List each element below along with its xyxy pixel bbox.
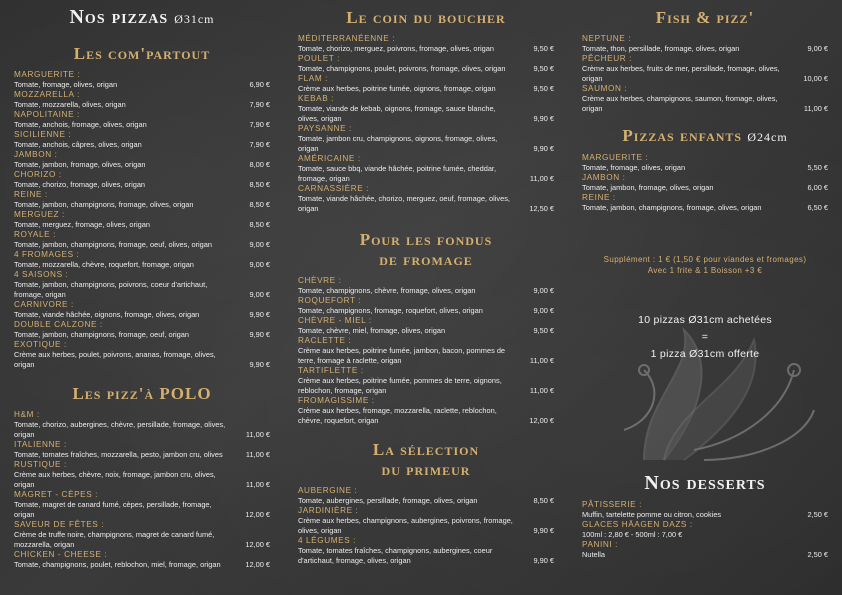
menu-item — [582, 173, 828, 193]
menu-item — [582, 540, 828, 560]
menu-item — [298, 74, 554, 94]
menu-item — [14, 250, 270, 270]
item-name: AMÉRICAINE : — [298, 154, 361, 163]
menu-item — [14, 460, 270, 490]
item-name: ROQUEFORT : — [298, 296, 362, 305]
item-name: GLACES HÄAGEN DAZS : — [582, 520, 693, 529]
menu-item — [582, 54, 828, 84]
desserts-title: Nos desserts — [644, 472, 766, 494]
item-price: 9,50 € — [533, 326, 554, 335]
menu-list-pizz-polo — [14, 410, 270, 570]
item-description: Tomate, viande de kebab, oignons, fromage, sauce blanche, olives, origan — [298, 104, 496, 123]
menu-item — [14, 130, 270, 150]
item-price: 12,00 € — [245, 540, 270, 549]
item-price: 12,00 € — [245, 560, 270, 569]
item-row — [582, 203, 828, 213]
item-row — [14, 470, 270, 490]
item-price: 9,90 € — [249, 360, 270, 369]
item-price: 6,00 € — [807, 183, 828, 192]
section-title-primeur-2: du primeur — [381, 460, 471, 479]
item-price: 7,90 € — [249, 100, 270, 109]
item-name: REINE : — [582, 193, 616, 202]
item-price: 9,00 € — [807, 44, 828, 53]
item-description: Tomate, jambon, champignons, fromage, olives, origan — [582, 203, 762, 212]
promo-block — [582, 312, 828, 363]
menu-item — [298, 336, 554, 366]
item-description: Tomate, champignons, poulet, reblochon, miel, fromage, origan — [14, 560, 221, 569]
section-title-boucher: Le coin du boucher — [346, 8, 506, 27]
item-price: 6,50 € — [807, 203, 828, 212]
supplement-line-2: Avec 1 frite & 1 Boisson +3 € — [647, 265, 763, 275]
pizzas-title-text: Nos pizzas — [69, 6, 169, 28]
item-name: REINE : — [14, 190, 48, 199]
item-name: NAPOLITAINE : — [14, 110, 80, 119]
item-description: Tomate, champignons, fromage, roquefort, olives, origan — [298, 306, 483, 315]
menu-list-boucher — [298, 34, 554, 214]
item-row — [14, 420, 270, 440]
menu-item — [582, 193, 828, 213]
item-row — [14, 530, 270, 550]
item-name: DOUBLE CALZONE : — [14, 320, 103, 329]
supplement-line-1: Supplément : 1 € (1,50 € pour viandes et fromages) — [603, 255, 807, 264]
menu-item — [298, 276, 554, 296]
item-name: MERGUEZ : — [14, 210, 65, 219]
item-description: Crème aux herbes, chèvre, noix, fromage, jambon cru, olives, origan — [14, 470, 216, 489]
item-price: 9,00 € — [249, 260, 270, 269]
item-row — [582, 183, 828, 193]
item-row — [14, 100, 270, 110]
item-description: Muffin, tartelette pomme ou citron, cookies — [582, 510, 722, 519]
item-name: PÂTISSERIE : — [582, 500, 642, 509]
item-row — [298, 326, 554, 336]
item-price: 2,50 € — [807, 550, 828, 559]
item-name: SAUMON : — [582, 84, 628, 93]
item-row — [298, 516, 554, 536]
item-price: 12,00 € — [529, 416, 554, 425]
menu-item — [298, 506, 554, 536]
section-title-enfants — [582, 126, 828, 147]
item-price: 9,00 € — [533, 306, 554, 315]
item-row — [14, 240, 270, 250]
item-row — [14, 280, 270, 300]
menu-item — [298, 94, 554, 124]
item-price: 7,90 € — [249, 120, 270, 129]
enfants-diameter: Ø24cm — [747, 130, 788, 144]
item-name: CHÈVRE - MIEL : — [298, 316, 372, 325]
item-name: 4 SAISONS : — [14, 270, 69, 279]
item-name: RACLETTE : — [298, 336, 352, 345]
item-description: Tomate, tomates fraîches, champignons, aubergines, coeur d'artichaut, fromage, olives, origan — [298, 546, 493, 565]
item-description: Tomate, champignons, chèvre, fromage, olives, origan — [298, 286, 476, 295]
item-description: Tomate, anchois, câpres, olives, origan — [14, 140, 142, 149]
menu-item — [14, 520, 270, 550]
item-name: RUSTIQUE : — [14, 460, 67, 469]
item-row — [14, 80, 270, 90]
menu-item — [582, 84, 828, 114]
item-row — [298, 286, 554, 296]
menu-item — [14, 110, 270, 130]
item-price: 8,50 € — [249, 200, 270, 209]
item-price: 9,90 € — [533, 526, 554, 535]
item-row — [298, 194, 554, 214]
item-row — [14, 310, 270, 320]
menu-item — [298, 396, 554, 426]
menu-list-primeur — [298, 486, 554, 566]
item-row — [14, 450, 270, 460]
item-row — [298, 346, 554, 366]
item-name: 4 LÉGUMES : — [298, 536, 357, 545]
item-price: 11,00 € — [803, 104, 828, 113]
menu-item — [14, 340, 270, 370]
item-name: CARNIVORE : — [14, 300, 74, 309]
item-row — [298, 406, 554, 426]
menu-item — [582, 500, 828, 520]
item-row — [582, 64, 828, 84]
menu-item — [298, 184, 554, 214]
item-price: 11,00 € — [245, 480, 270, 489]
item-description: Tomate, sauce bbq, viande hâchée, poitrine fumée, cheddar, fromage, origan — [298, 164, 497, 183]
promo-line-2: = — [701, 331, 709, 343]
menu-item — [14, 550, 270, 570]
section-title-fondus-1: Pour les fondus — [359, 230, 493, 249]
item-name: H&M : — [14, 410, 40, 419]
promo-line-3: 1 pizza Ø31cm offerte — [650, 348, 760, 360]
item-price: 11,00 € — [245, 430, 270, 439]
item-row — [14, 160, 270, 170]
item-description: Tomate, jambon, champignons, fromage, olives, origan — [14, 200, 194, 209]
item-name: SAVEUR DE FÊTES : — [14, 520, 105, 529]
section-title-fish: Fish & pizz' — [655, 8, 755, 27]
item-name: PANINI : — [582, 540, 619, 549]
item-name: MOZZARELLA : — [14, 90, 80, 99]
item-description: Crème aux herbes, poitrine fumée, jambon, bacon, pommes de terre, fromage à raclette, origan — [298, 346, 506, 365]
item-row — [14, 500, 270, 520]
section-title-primeur-1: La sélection — [372, 440, 480, 459]
item-price: 9,90 € — [533, 144, 554, 153]
menu-item — [14, 190, 270, 210]
item-description: Tomate, mozzarella, chèvre, roquefort, fromage, origan — [14, 260, 194, 269]
item-description: Tomate, jambon cru, champignons, oignons, fromage, olives, origan — [298, 134, 498, 153]
item-description: Tomate, anchois, fromage, olives, origan — [14, 120, 147, 129]
section-title-fondus-2: de fromage — [379, 250, 473, 269]
item-row — [14, 200, 270, 210]
item-name: ITALIENNE : — [14, 440, 67, 449]
item-name: SICILIENNE : — [14, 130, 72, 139]
menu-item — [298, 316, 554, 336]
item-description: Tomate, jambon, champignons, poivrons, coeur d'artichaut, fromage, origan — [14, 280, 208, 299]
item-price: 9,50 € — [533, 84, 554, 93]
item-row — [14, 260, 270, 270]
item-description: Tomate, viande hâchée, oignons, fromage, olives, origan — [14, 310, 200, 319]
item-name: JAMBON : — [14, 150, 58, 159]
menu-item — [14, 410, 270, 440]
menu-item — [582, 34, 828, 54]
item-name: ROYALE : — [14, 230, 56, 239]
menu-item — [14, 210, 270, 230]
menu-item — [582, 520, 828, 540]
item-row — [14, 220, 270, 230]
item-description: Crème aux herbes, champignons, saumon, fromage, olives, origan — [582, 94, 778, 113]
item-name: POULET : — [298, 54, 340, 63]
menu-item — [14, 270, 270, 300]
supplement-block — [582, 255, 828, 276]
item-name: EXOTIQUE : — [14, 340, 67, 349]
item-row — [298, 84, 554, 94]
item-price: 9,00 € — [533, 286, 554, 295]
item-description: Tomate, fromage, olives, origan — [14, 80, 118, 89]
item-description: Tomate, chèvre, miel, fromage, olives, origan — [298, 326, 446, 335]
item-price: 8,50 € — [249, 220, 270, 229]
section-title-pizz-polo: Les pizz'à POLO — [72, 384, 212, 403]
menu-item — [298, 536, 554, 566]
item-price: 6,90 € — [249, 80, 270, 89]
item-description: Tomate, thon, persillade, fromage, olives, origan — [582, 44, 740, 53]
item-name: MÉDITERRANÉENNE : — [298, 34, 396, 43]
item-description: Crème aux herbes, fromage, mozzarella, raclette, reblochon, chèvre, roquefort, origan — [298, 406, 497, 425]
item-name: CARNASSIÈRE : — [298, 184, 370, 193]
menu-item — [14, 490, 270, 520]
item-name: KEBAB : — [298, 94, 335, 103]
menu-item — [14, 170, 270, 190]
menu-list-desserts — [582, 500, 828, 560]
menu-item — [582, 153, 828, 173]
menu-item — [298, 54, 554, 74]
menu-item — [14, 300, 270, 320]
item-price: 9,50 € — [533, 64, 554, 73]
pizzas-title — [14, 6, 270, 30]
item-description: Crème aux herbes, champignons, aubergines, poivrons, fromage, olives, origan — [298, 516, 513, 535]
item-name: CHÈVRE : — [298, 276, 342, 285]
item-name: TARTIFLETTE : — [298, 366, 364, 375]
item-price: 8,50 € — [249, 180, 270, 189]
menu-item — [14, 70, 270, 90]
item-price: 11,00 € — [245, 450, 270, 459]
item-description: Tomate, aubergines, persillade, fromage, olives, origan — [298, 496, 478, 505]
item-row — [298, 376, 554, 396]
item-name: MARGUERITE : — [14, 70, 81, 79]
item-name: JAMBON : — [582, 173, 626, 182]
item-price: 9,50 € — [533, 44, 554, 53]
item-row — [298, 44, 554, 54]
item-price: 8,50 € — [533, 496, 554, 505]
item-row — [298, 134, 554, 154]
item-row — [298, 546, 554, 566]
item-price: 9,00 € — [249, 240, 270, 249]
item-name: MAGRET - CÈPES : — [14, 490, 99, 499]
item-row — [14, 140, 270, 150]
item-row — [298, 164, 554, 184]
menu-item — [298, 296, 554, 316]
menu-item — [298, 486, 554, 506]
item-price: 5,50 € — [807, 163, 828, 172]
item-name: NEPTUNE : — [582, 34, 632, 43]
menu-item — [14, 230, 270, 250]
item-row — [14, 560, 270, 570]
item-description: 100ml : 2,80 € - 500ml : 7,00 € — [582, 530, 683, 539]
pizzas-diameter: Ø31cm — [174, 12, 215, 26]
item-description: Crème aux herbes, poitrine fumée, oignons, fromage, origan — [298, 84, 496, 93]
item-description: Tomate, chorizo, merguez, poivrons, fromage, olives, origan — [298, 44, 494, 53]
item-description: Crème aux herbes, poulet, poivrons, ananas, fromage, olives, origan — [14, 350, 216, 369]
item-description: Tomate, fromage, olives, origan — [582, 163, 686, 172]
item-price: 9,00 € — [249, 290, 270, 299]
item-description: Tomate, merguez, fromage, olives, origan — [14, 220, 150, 229]
item-row — [14, 350, 270, 370]
menu-item — [298, 154, 554, 184]
section-title-compartout: Les com'partout — [73, 44, 211, 63]
item-name: 4 FROMAGES : — [14, 250, 80, 259]
item-price: 12,50 € — [529, 204, 554, 213]
item-row — [582, 94, 828, 114]
item-description: Nutella — [582, 550, 606, 559]
item-description: Tomate, jambon, champignons, fromage, oeuf, origan — [14, 330, 190, 339]
item-name: PÊCHEUR : — [582, 54, 632, 63]
menu-item — [14, 440, 270, 460]
item-row — [582, 163, 828, 173]
item-row — [298, 496, 554, 506]
item-price: 11,00 € — [529, 386, 554, 395]
menu-item — [298, 124, 554, 154]
promo-line-1: 10 pizzas Ø31cm achetées — [638, 314, 772, 326]
column-middle — [298, 0, 554, 595]
item-name: CHORIZO : — [14, 170, 62, 179]
menu-item — [298, 366, 554, 396]
item-description: Tomate, jambon, fromage, olives, origan — [582, 183, 714, 192]
item-description: Tomate, chorizo, aubergines, chèvre, persillade, fromage, olives, origan — [14, 420, 226, 439]
item-price: 11,00 € — [529, 356, 554, 365]
item-name: AUBERGINE : — [298, 486, 358, 495]
item-description: Tomate, champignons, poulet, poivrons, fromage, olives, origan — [298, 64, 506, 73]
item-name: MARGUERITE : — [582, 153, 649, 162]
item-name: JARDINIÈRE : — [298, 506, 359, 515]
item-price: 10,00 € — [803, 74, 828, 83]
item-price: 9,90 € — [249, 330, 270, 339]
item-row — [298, 104, 554, 124]
item-row — [14, 330, 270, 340]
item-description: Tomate, tomates fraîches, mozzarella, pesto, jambon cru, olives — [14, 450, 223, 459]
menu-list-enfants — [582, 153, 828, 213]
item-price: 2,50 € — [807, 510, 828, 519]
column-left — [14, 0, 270, 595]
item-name: CHICKEN - CHEESE : — [14, 550, 108, 559]
item-description: Crème de truffe noire, champignons, magret de canard fumé, mozzarella, origan — [14, 530, 215, 549]
item-row — [14, 180, 270, 190]
item-description: Tomate, mozzarella, olives, origan — [14, 100, 126, 109]
enfants-title-text: Pizzas enfants — [622, 126, 743, 145]
menu-item — [14, 150, 270, 170]
item-row — [582, 510, 828, 520]
item-description: Tomate, viande hâchée, chorizo, merguez, oeuf, fromage, olives, origan — [298, 194, 510, 213]
item-price: 8,00 € — [249, 160, 270, 169]
item-name: FROMAGISSIME : — [298, 396, 375, 405]
item-row — [14, 120, 270, 130]
item-name: PAYSANNE : — [298, 124, 352, 133]
item-price: 7,90 € — [249, 140, 270, 149]
item-row — [582, 530, 828, 540]
item-description: Crème aux herbes, poitrine fumée, pommes de terre, oignons, reblochon, fromage, origan — [298, 376, 502, 395]
menu-list-fish — [582, 34, 828, 114]
item-price: 9,90 € — [533, 556, 554, 565]
menu-item — [298, 34, 554, 54]
item-price: 12,00 € — [245, 510, 270, 519]
menu-list-compartout — [14, 70, 270, 370]
menu-item — [14, 320, 270, 340]
menu-list-fondus — [298, 276, 554, 426]
item-description: Tomate, chorizo, fromage, olives, origan — [14, 180, 146, 189]
item-price: 11,00 € — [529, 174, 554, 183]
column-right — [582, 0, 828, 595]
item-price: 9,90 € — [533, 114, 554, 123]
menu-item — [14, 90, 270, 110]
item-price: 9,90 € — [249, 310, 270, 319]
item-name: FLAM : — [298, 74, 328, 83]
item-row — [582, 550, 828, 560]
item-description: Tomate, jambon, champignons, fromage, oeuf, olives, origan — [14, 240, 213, 249]
item-row — [298, 64, 554, 74]
item-description: Tomate, jambon, fromage, olives, origan — [14, 160, 146, 169]
item-row — [582, 44, 828, 54]
item-description: Crème aux herbes, fruits de mer, persillade, fromage, olives, origan — [582, 64, 780, 83]
item-row — [298, 306, 554, 316]
item-description: Tomate, magret de canard fumé, cèpes, persillade, fromage, origan — [14, 500, 212, 519]
